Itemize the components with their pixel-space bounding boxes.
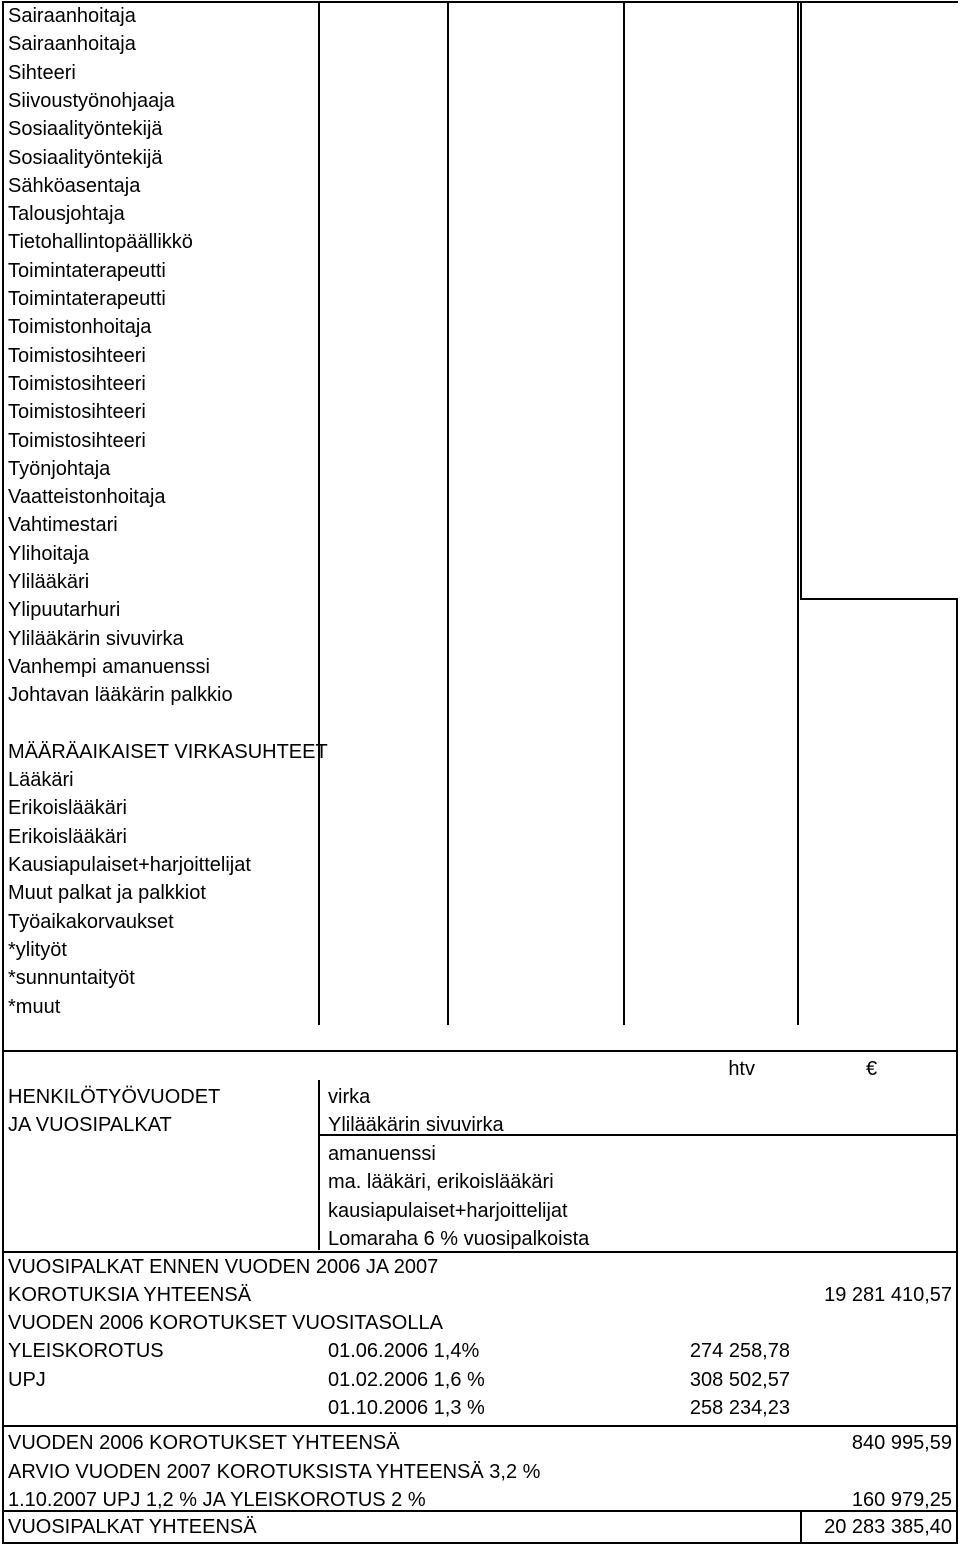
before-raises-label-2: KOROTUKSIA YHTEENSÄ (8, 1284, 252, 1306)
grid-hline (2, 1251, 958, 1253)
general-raise-date: 01.06.2006 1,4% (328, 1340, 480, 1362)
grid-hline (2, 1, 958, 3)
upj-date-2: 01.10.2006 1,3 % (328, 1397, 485, 1419)
row-label: Sosiaalityöntekijä (8, 118, 163, 141)
row-label: *ylityöt (8, 938, 67, 961)
row-label: Sosiaalityöntekijä (8, 146, 163, 169)
row-label: MÄÄRÄAIKAISET VIRKASUHTEET (8, 740, 328, 763)
row-label: *sunnuntaityöt (8, 967, 135, 990)
summary-title-line1: HENKILÖTYÖVUODET (8, 1086, 221, 1108)
row-label: Kausiapulaiset+harjoittelijat (8, 854, 251, 876)
row-label: Ylilääkärin sivuvirka (8, 627, 184, 650)
row-label: Sairaanhoitaja (8, 5, 136, 27)
row-label: Toimistosihteeri (8, 372, 146, 395)
grid-hline (800, 598, 958, 600)
raises-2006-title: VUODEN 2006 KOROTUKSET VUOSITASOLLA (8, 1312, 443, 1334)
htv-header: htv (728, 1058, 755, 1080)
row-label: Sihteeri (8, 61, 76, 84)
before-raises-label-1: VUOSIPALKAT ENNEN VUODEN 2006 JA 2007 (8, 1256, 439, 1278)
grid-vline (2, 1, 4, 1544)
grid-vline (800, 1510, 802, 1542)
row-label: Toimistosihteeri (8, 344, 146, 367)
summary-label: Lomaraha 6 % vuosipalkoista (328, 1228, 590, 1250)
row-label: Työaikakorvaukset (8, 910, 174, 933)
row-label: Vaatteistonhoitaja (8, 486, 166, 509)
row-label: Lääkäri (8, 769, 74, 792)
row-label: Erikoislääkäri (8, 825, 127, 848)
grid-vline (797, 1, 799, 600)
upj-value-2: 258 234,23 (689, 1397, 790, 1419)
raises-2006-total-value: 840 995,59 (851, 1432, 952, 1454)
grid-vline (318, 1080, 320, 1250)
grid-hline (2, 1050, 958, 1052)
row-label: Tietohallintopäällikkö (8, 231, 193, 254)
estimate-2007-value: 160 979,25 (851, 1489, 952, 1511)
row-label: Toimintaterapeutti (8, 288, 166, 310)
grid-vline (447, 1, 449, 1025)
row-label: Ylihoitaja (8, 542, 90, 565)
general-raise-label: YLEISKOROTUS (8, 1340, 164, 1362)
row-label: Sairaanhoitaja (8, 33, 136, 56)
row-label: Työnjohtaja (8, 457, 111, 480)
summary-label: amanuenssi (328, 1142, 436, 1165)
summary-label: ma. lääkäri, erikoislääkäri (328, 1171, 554, 1194)
row-label: Erikoislääkäri (8, 797, 127, 820)
summary-label: kausiapulaiset+harjoittelijat (328, 1199, 568, 1222)
row-label: Ylipuutarhuri (8, 599, 121, 622)
summary-title-line2: JA VUOSIPALKAT (8, 1114, 172, 1136)
row-label: Talousjohtaja (8, 203, 125, 226)
grid-vline (956, 600, 958, 1544)
grid-vline (800, 1, 802, 598)
before-raises-value: 19 281 410,57 (824, 1284, 952, 1306)
row-label: Siivoustyönohjaaja (8, 89, 175, 112)
estimate-2007-label-1: ARVIO VUODEN 2007 KOROTUKSISTA YHTEENSÄ 3,2 % (8, 1461, 541, 1483)
row-label: Toimistonhoitaja (8, 316, 152, 339)
summary-label: virka (328, 1086, 371, 1108)
row-label: Ylilääkäri (8, 571, 90, 593)
estimate-2007-label-2: 1.10.2007 UPJ 1,2 % JA YLEISKOROTUS 2 % (8, 1489, 426, 1511)
grand-total-value: 20 283 385,40 (824, 1516, 952, 1538)
grand-total-label: VUOSIPALKAT YHTEENSÄ (8, 1516, 257, 1538)
row-label: Toimintaterapeutti (8, 259, 166, 282)
row-label: Toimistosihteeri (8, 401, 146, 424)
raises-2006-total-label: VUODEN 2006 KOROTUKSET YHTEENSÄ (8, 1432, 400, 1454)
upj-label: UPJ (8, 1369, 46, 1391)
row-label: Muut palkat ja palkkiot (8, 882, 206, 905)
grid-vline (797, 600, 799, 1025)
row-label: Vahtimestari (8, 514, 118, 537)
grid-vline (318, 1, 320, 1025)
grid-vline (623, 1, 625, 1025)
row-label: Sähköasentaja (8, 174, 141, 197)
upj-value-1: 308 502,57 (689, 1369, 790, 1391)
grid-hline (2, 1542, 958, 1544)
upj-date-1: 01.02.2006 1,6 % (328, 1369, 485, 1391)
general-raise-value: 274 258,78 (689, 1340, 790, 1362)
euro-header: € (866, 1058, 878, 1080)
row-label: *muut (8, 995, 61, 1018)
summary-label: Ylilääkärin sivuvirka (328, 1114, 504, 1137)
grid-hline (2, 1425, 958, 1427)
row-label: Johtavan lääkärin palkkio (8, 684, 233, 707)
row-label: Vanhempi amanuenssi (8, 655, 210, 678)
row-label: Toimistosihteeri (8, 429, 146, 452)
